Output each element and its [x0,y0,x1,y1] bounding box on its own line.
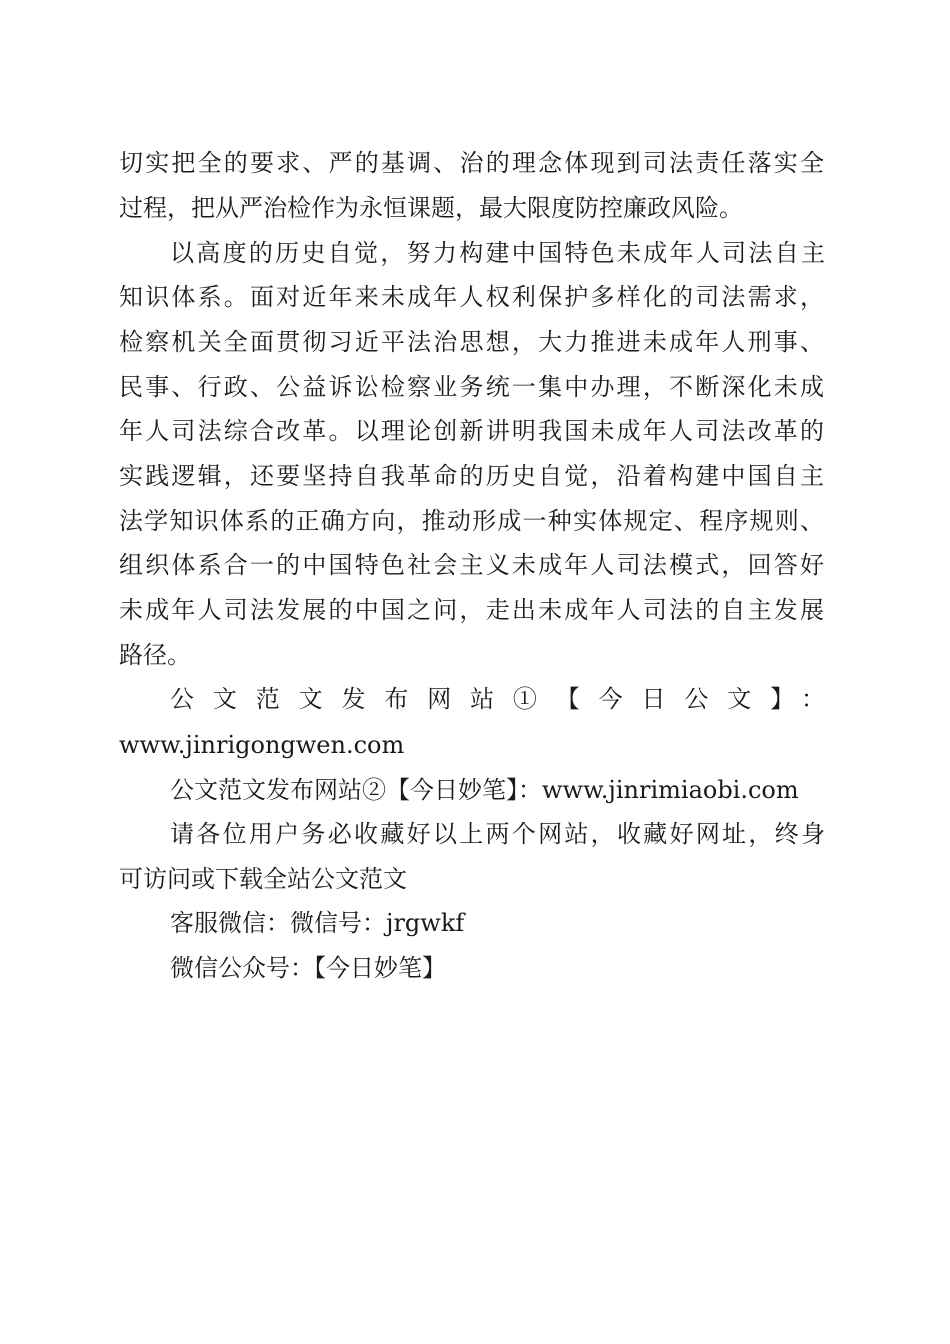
paragraph-line: 路径。 [119,641,191,669]
paragraph-line: 过程，把从严治检作为永恒课题，最大限度防控廉政风险。 [119,194,743,222]
wechat-service: 客服微信：微信号：jrgwkf [170,909,465,937]
notice-line: 可访问或下载全站公文范文 [119,865,407,893]
paragraph-line: 实践逻辑，还要坚持自我革命的历史自觉，沿着构建中国自主 [119,462,824,490]
paragraph-line: 以高度的历史自觉，努力构建中国特色未成年人司法自主 [170,239,825,267]
site1-label: 公文范文发布网站①【今日公文】： [170,685,825,713]
paragraph-line: 知识体系。面对近年来未成年人权利保护多样化的司法需求， [119,283,824,311]
paragraph-line: 切实把全的要求、严的基调、治的理念体现到司法责任落实全 [119,149,824,177]
wechat-public-account: 微信公众号：【今日妙笔】 [170,954,446,982]
paragraph-line: 法学知识体系的正确方向，推动形成一种实体规定、程序规则、 [119,507,824,535]
paragraph-line: 未成年人司法发展的中国之问，走出未成年人司法的自主发展 [119,596,824,624]
paragraph-line: 检察机关全面贯彻习近平法治思想，大力推进未成年人刑事、 [119,328,824,356]
paragraph-line: 年人司法综合改革。以理论创新讲明我国未成年人司法改革的 [119,417,824,445]
paragraph-line: 民事、行政、公益诉讼检察业务统一集中办理，不断深化未成 [119,373,824,401]
paragraph-line: 组织体系合一的中国特色社会主义未成年人司法模式，回答好 [119,551,824,579]
notice-line: 请各位用户务必收藏好以上两个网站，收藏好网址，终身 [170,820,825,848]
site2-line[interactable]: 公文范文发布网站②【今日妙笔】：www.jinrimiaobi.com [170,776,799,804]
site1-url[interactable]: www.jinrigongwen.com [119,731,405,759]
